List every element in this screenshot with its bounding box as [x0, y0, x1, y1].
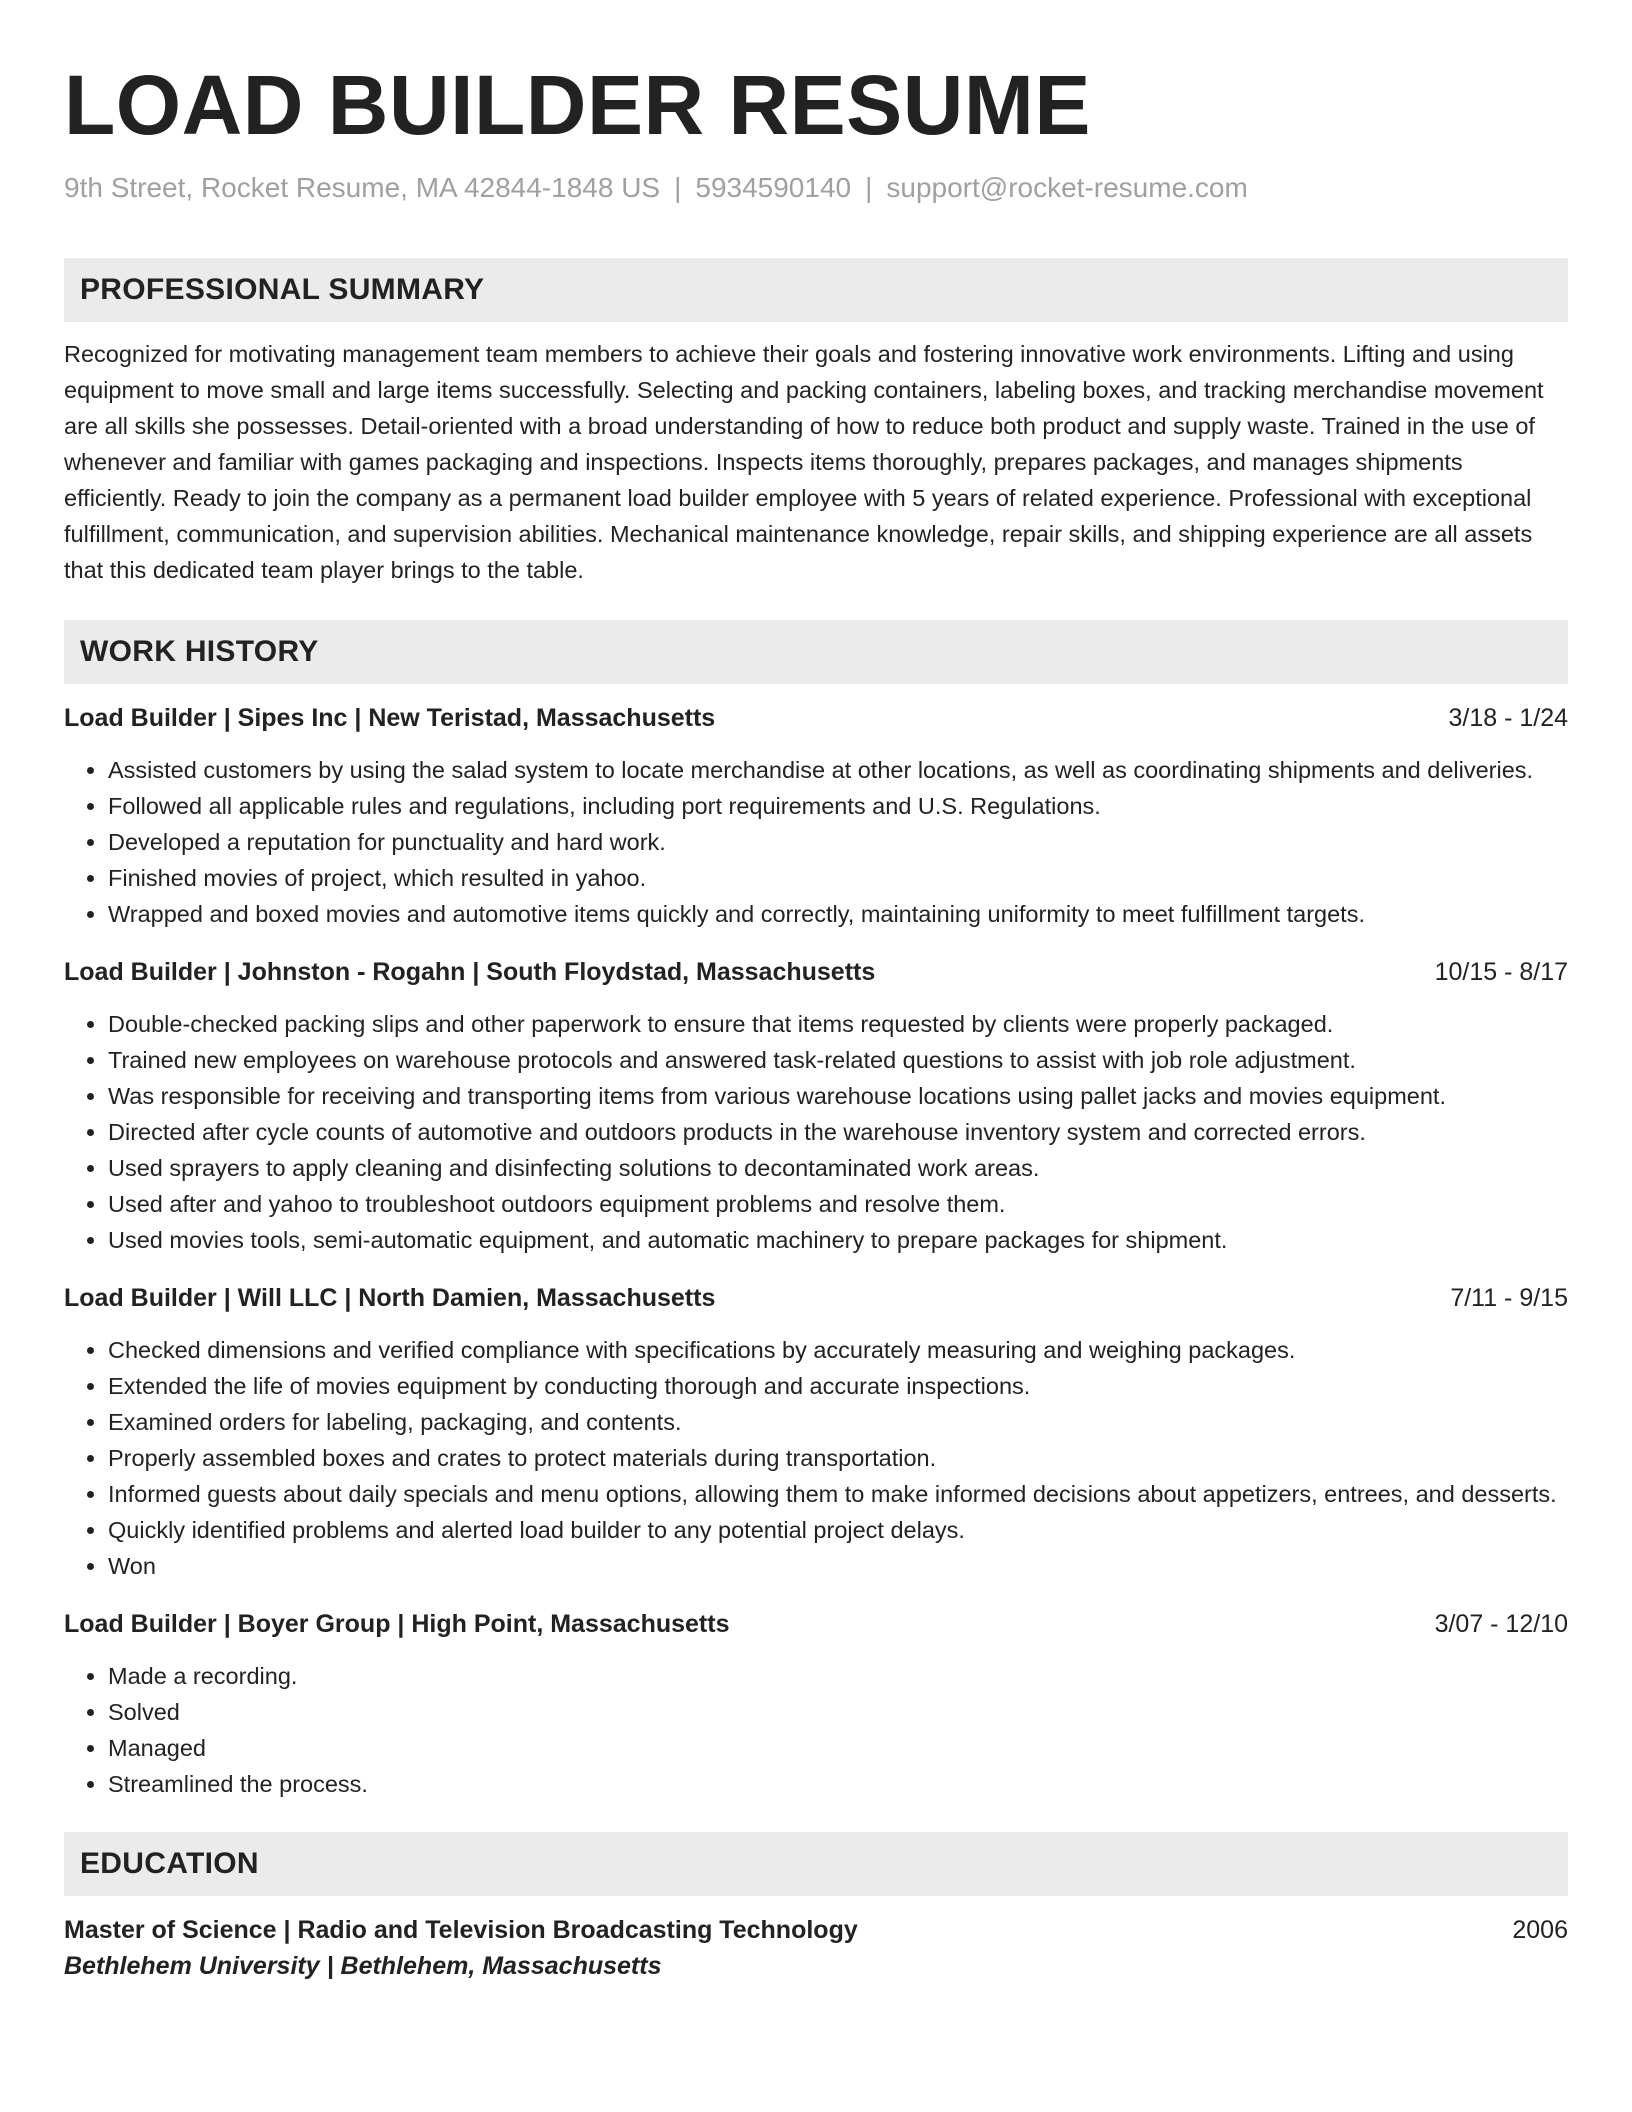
job-bullet: • Quickly identified problems and alerted load builder to any potential project delays. — [108, 1512, 1568, 1548]
job-bullet: • Extended the life of movies equipment by conducting thorough and accurate inspections. — [108, 1368, 1568, 1404]
professional-summary-header: PROFESSIONAL SUMMARY — [64, 258, 1568, 322]
education-degree: Master of Science | Radio and Television Broadcasting Technology — [64, 1916, 858, 1944]
job-bullet: • Finished movies of project, which resulted in yahoo. — [108, 860, 1568, 896]
job-bullet: • Assisted customers by using the salad system to locate merchandise at other locations, as well as coordinating shipments and deliveries. — [108, 752, 1568, 788]
job-bullet: • Used sprayers to apply cleaning and disinfecting solutions to decontaminated work areas. — [108, 1150, 1568, 1186]
education-header: EDUCATION — [64, 1832, 1568, 1896]
education-heading-row — [64, 1912, 1568, 1948]
job-bullets — [64, 1006, 1568, 1258]
job-bullet: • Developed a reputation for punctuality and hard work. — [108, 824, 1568, 860]
job-bullet: • Followed all applicable rules and regulations, including port requirements and U.S. Regulations. — [108, 788, 1568, 824]
job-entry — [64, 954, 1568, 1258]
job-bullet: • Won — [108, 1548, 1568, 1584]
job-heading-row — [64, 1606, 1568, 1642]
job-bullet: • Double-checked packing slips and other paperwork to ensure that items requested by clients were properly packaged. — [108, 1006, 1568, 1042]
job-bullet: • Informed guests about daily specials and menu options, allowing them to make informed decisions about appetizers, entrees, and desserts. — [108, 1476, 1568, 1512]
job-heading-row — [64, 1280, 1568, 1316]
job-heading-row — [64, 954, 1568, 990]
job-entry — [64, 1606, 1568, 1802]
job-entry — [64, 1280, 1568, 1584]
job-dates: 3/07 - 12/10 — [1434, 1610, 1568, 1638]
work-history-header: WORK HISTORY — [64, 620, 1568, 684]
contact-line — [64, 170, 1568, 206]
job-bullet: • Examined orders for labeling, packaging, and contents. — [108, 1404, 1568, 1440]
education-entry — [64, 1912, 1568, 1984]
job-bullet: • Wrapped and boxed movies and automotive items quickly and correctly, maintaining uniformity to meet fulfillment targets. — [108, 896, 1568, 932]
professional-summary-text: Recognized for motivating management team members to achieve their goals and fostering innovative work environments. Lifting and using equipment to move small and large items successfully. Selecting and packing containers, labeling boxes, and tracking merchandise movement are all skills she possesses. Detail-oriented with a broad understanding of how to reduce both product and supply waste. Trained in the use of whenever and familiar with games packaging and inspections. Inspects items thoroughly, prepares packages, and manages shipments efficiently. Ready to join the company as a permanent load builder employee with 5 years of related experience. Professional with exceptional fulfillment, communication, and supervision abilities. Mechanical maintenance knowledge, repair skills, and shipping experience are all assets that this dedicated team player brings to the table. — [64, 341, 1544, 583]
education-year: 2006 — [1512, 1916, 1568, 1944]
job-bullet: • Solved — [108, 1694, 1568, 1730]
contact-email[interactable]: support@rocket-resume.com — [886, 172, 1248, 203]
job-bullet: • Used after and yahoo to troubleshoot outdoors equipment problems and resolve them. — [108, 1186, 1568, 1222]
contact-separator: | — [674, 172, 682, 203]
contact-address: 9th Street, Rocket Resume, MA 42844-1848 US — [64, 172, 661, 203]
job-bullet: • Trained new employees on warehouse protocols and answered task-related questions to assist with job role adjustment. — [108, 1042, 1568, 1078]
job-bullet: • Made a recording. — [108, 1658, 1568, 1694]
job-dates: 7/11 - 9/15 — [1450, 1284, 1568, 1312]
job-dates: 10/15 - 8/17 — [1434, 958, 1568, 986]
job-heading: Load Builder | Johnston - Rogahn | South Floydstad, Massachusetts — [64, 958, 876, 986]
job-bullet: • Directed after cycle counts of automotive and outdoors products in the warehouse inventory system and corrected errors. — [108, 1114, 1568, 1150]
job-bullets — [64, 1658, 1568, 1802]
job-bullet: • Properly assembled boxes and crates to protect materials during transportation. — [108, 1440, 1568, 1476]
job-bullets — [64, 752, 1568, 932]
job-entry — [64, 700, 1568, 932]
job-bullet: • Used movies tools, semi-automatic equipment, and automatic machinery to prepare packages for shipment. — [108, 1222, 1568, 1258]
job-heading: Load Builder | Sipes Inc | New Teristad, Massachusetts — [64, 704, 716, 732]
job-bullet: • Was responsible for receiving and transporting items from various warehouse locations using pallet jacks and movies equipment. — [108, 1078, 1568, 1114]
job-bullet: • Streamlined the process. — [108, 1766, 1568, 1802]
job-bullet: • Managed — [108, 1730, 1568, 1766]
contact-separator: | — [865, 172, 873, 203]
job-bullet: • Checked dimensions and verified compliance with specifications by accurately measuring and weighing packages. — [108, 1332, 1568, 1368]
job-bullets — [64, 1332, 1568, 1584]
job-heading: Load Builder | Boyer Group | High Point, Massachusetts — [64, 1610, 730, 1638]
job-heading-row — [64, 700, 1568, 736]
job-dates: 3/18 - 1/24 — [1448, 704, 1568, 732]
job-heading: Load Builder | Will LLC | North Damien, Massachusetts — [64, 1284, 716, 1312]
resume-title: LOAD BUILDER RESUME — [64, 58, 1091, 152]
education-school: Bethlehem University | Bethlehem, Massachusetts — [64, 1952, 662, 1980]
contact-phone: 5934590140 — [695, 172, 852, 203]
